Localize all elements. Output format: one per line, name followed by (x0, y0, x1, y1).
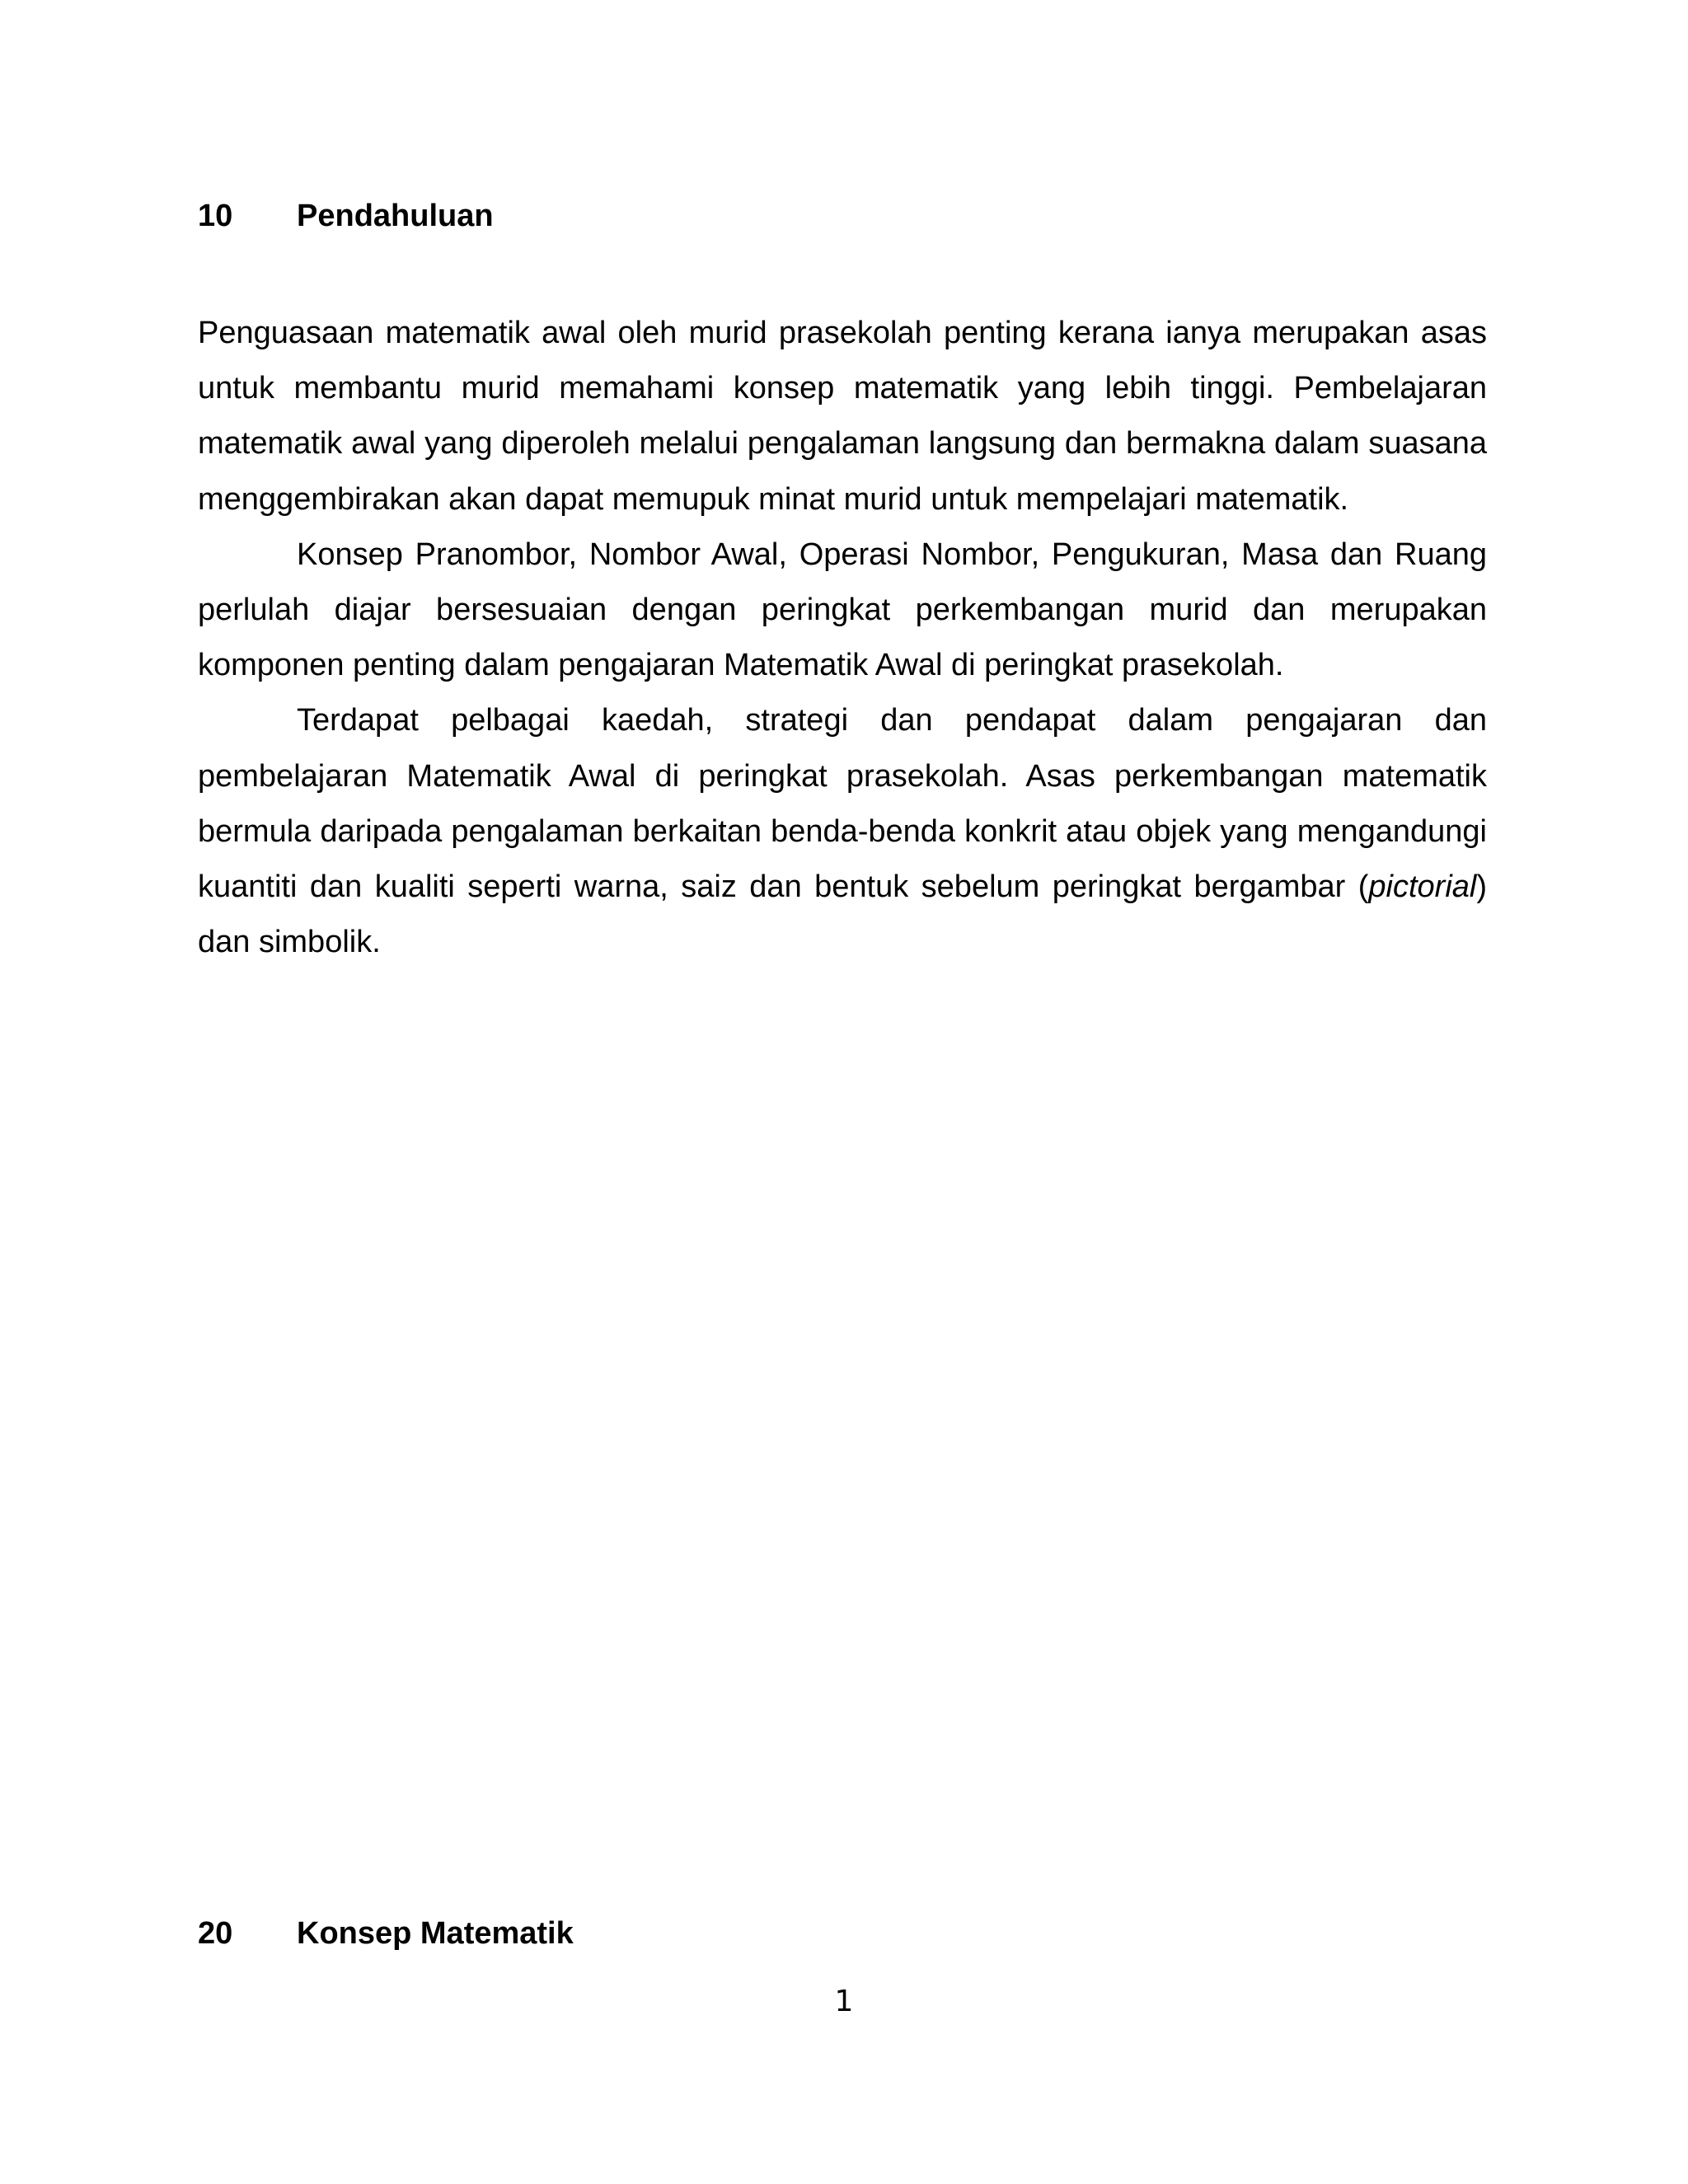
section-number: 10 (198, 199, 233, 233)
section-heading-pendahuluan (198, 195, 494, 237)
paragraph-1: Penguasaan matematik awal oleh murid prasekolah penting kerana ianya merupakan asas untuk membantu murid memahami konsep matematik yang lebih tinggi. Pembelajaran matematik awal yang diperoleh melalui pengalaman langsung dan bermakna dalam suasana menggembirakan akan dapat memupuk minat murid untuk mempelajari matematik. (198, 316, 1487, 517)
section-title: Pendahuluan (297, 199, 494, 233)
section-heading-konsep-matematik (198, 1913, 574, 1954)
paragraph-3 (198, 693, 1487, 970)
section-body (198, 306, 1487, 970)
paragraph-3-italic-term: pictorial (1368, 869, 1477, 905)
page-number: 1 (834, 1985, 854, 2018)
section-title: Konsep Matematik (297, 1916, 574, 1951)
section-number: 20 (198, 1916, 233, 1951)
paragraph-3-text: Terdapat pelbagai kaedah, strategi dan pendapat dalam pengajaran dan pembelajaran Matematik Awal di peringkat prasekolah. Asas perkembangan matematik bermula daripada pengalaman berkaitan benda-benda konkrit atau objek yang mengandungi kuantiti dan kualiti seperti warna, saiz dan bentuk sebelum peringkat bergambar ( (198, 703, 1487, 905)
paragraph-2: Konsep Pranombor, Nombor Awal, Operasi Nombor, Pengukuran, Masa dan Ruang perlulah diajar bersesuaian dengan peringkat perkembangan murid dan merupakan komponen penting dalam pengajaran Matematik Awal di peringkat prasekolah. (198, 537, 1487, 683)
paragraph-3-text-end: ) dan simbolik. (198, 869, 1487, 960)
